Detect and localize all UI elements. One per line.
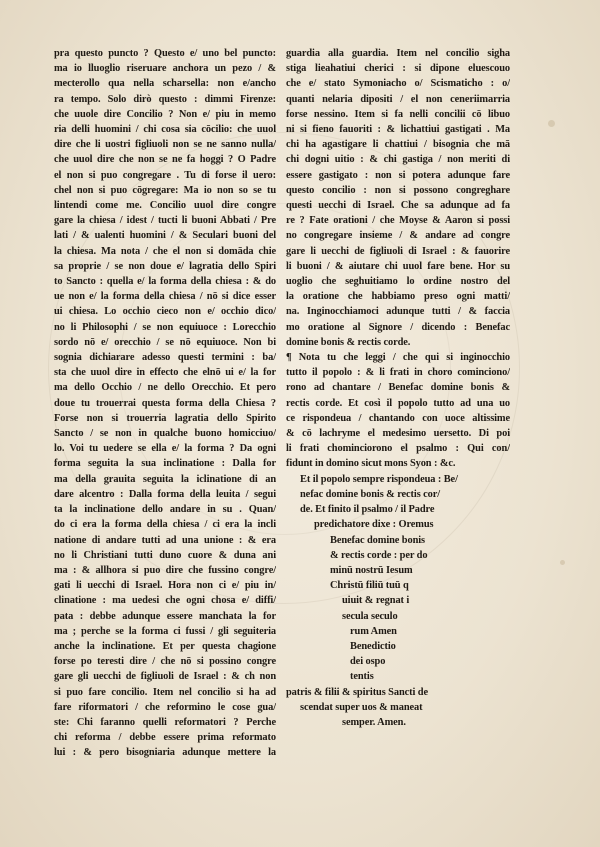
text-line: sta che uuol dire in effecto che elnō ui e/ la for [54, 367, 276, 379]
text-line: sognia dichiarare adesso questi termini : ba/ [54, 352, 276, 364]
text-line: ma dello Occhio / ne dello Orecchio. Et pero [54, 382, 276, 394]
text-line: si puo fare concilio. Item nel concilio si ha ad [54, 686, 276, 698]
text-line: rono ad chantare / Benefac domine bonis & [286, 382, 510, 394]
text-line: che uuol dire che non se ne fa hoggi ? O Padre [54, 154, 276, 166]
sermon-paragraph-guardia [286, 46, 510, 350]
text-line: rum Amen [350, 625, 397, 637]
text-line: ni si fieno fauoriti : & lichattiui gastigati . Ma [286, 124, 510, 136]
text-line: predichatore dixe : Oremus [314, 519, 434, 531]
text-line: quanti nelaria dipositi / el non ceneriimarria [286, 93, 510, 105]
text-line: lo. Voi tu uedere se ella e/ la forma ? Da ogni [54, 443, 276, 455]
left-text-column [54, 46, 276, 761]
text-line: ta la inclinatione dello andare in su . Quan/ [54, 504, 276, 516]
text-line: gati li uecchi di Israel. Hora non ci e/ piu in/ [54, 580, 276, 592]
text-line: ste: Chi faranno quelli reformatori ? Perche [54, 716, 276, 728]
text-line: do ci era la forma della chiesa / ci era la incli [54, 519, 276, 531]
text-line: pata : debbe adunque essere manchata la for [54, 610, 276, 622]
text-line: Benefac domine bonis [330, 534, 425, 546]
text-line: ma io lluoglio riseruare anchora un pezo / & [54, 63, 276, 75]
text-line: gare gli uecchi de figliuoli de Israel : & ch non [54, 671, 276, 683]
text-line: tentis [350, 671, 374, 683]
text-line: doue tu trouerrai questa forma della Chiesa ? [54, 397, 276, 409]
text-line: & rectis corde : per do [330, 549, 428, 561]
text-line: clinatione : ma uedesi che ogni chosa e/ diffi/ [54, 595, 276, 607]
text-line: chi ha agastigare li chattiui / bisognia che mā [286, 139, 510, 151]
text-line: chi dogni uitio : & chi gastiga / non meriti di [286, 154, 510, 166]
text-line: minū nostrū Iesum [330, 564, 413, 576]
text-line: dei ospo [350, 656, 386, 668]
text-line: fidunt in domino sicut mons Syon : &c. [286, 458, 456, 470]
text-line: dire che li uostri figliuoli non se ne sanno nulla/ [54, 139, 276, 151]
text-line: nefac domine bonis & rectis cor/ [300, 488, 441, 500]
text-line: gare li uecchi de figliuoli di Israel : & fauorire [286, 245, 510, 257]
text-line: no congregare insieme / & andare ad congre [286, 230, 510, 242]
text-line: sordo nō e/ orecchio / se nō equiuoce. Non bi [54, 336, 276, 348]
text-line: to Sancto : quella e/ la forma della chiesa : & do [54, 276, 276, 288]
text-line: Sancto / se non in qualche buono homicciuo/ [54, 428, 276, 440]
text-line: ue non e/ la forma della chiesa / nō si dice esser [54, 291, 276, 303]
text-line: na. Inginocchiamoci adunque tutti / & faccia [286, 306, 510, 318]
text-line: Forse non si trouerria lagratia dello Spirito [54, 412, 276, 424]
paper-wormhole [548, 120, 555, 127]
prayer-blessing-block [286, 472, 510, 730]
text-line: mo oratione al Signore / dicendo : Benefac [286, 321, 510, 333]
text-line: sa proprie / se non doue e/ lagratia dello Spiri [54, 260, 276, 272]
text-line: ra tempo. Solo dirò questo : dimmi Firenze: [54, 93, 276, 105]
text-line: mecterollo qua nella scharsella: non e/ancho [54, 78, 276, 90]
text-line: forma seguita la sua inclinatione : Dalla for [54, 458, 276, 470]
text-line: la chiesa. Ma nota / che el non si domāda chie [54, 245, 276, 257]
text-line: no li Philosophi / se non equiuoce : Lorecchio [54, 321, 276, 333]
text-line: li buoni / & aiutare chi uuol fare bene. Hor su [286, 260, 510, 272]
text-line: dare alcentro : Dalla forma della leuita / segui [54, 488, 276, 500]
text-line: el non si puo congregare . Tu di forse il uero: [54, 169, 276, 181]
text-line: che uuole dire Concilio ? Non e/ piu in memo [54, 108, 276, 120]
text-line: ce rispondeua / chantando con uoce altissime [286, 412, 510, 424]
text-line: patris & filii & spiritus Sancti de [286, 686, 428, 698]
text-line: secula seculo [342, 610, 398, 622]
text-line: gare la chiesa / idest / tucti li buoni Abbati / Pre [54, 215, 276, 227]
text-line: & cō lachryme el medesimo uersetto. Di poi [286, 428, 510, 440]
right-text-column [286, 46, 510, 730]
text-line: fare riformatori / che reformino le cose gua/ [54, 701, 276, 713]
text-line: rectis corde. Et così il popolo tutto ad una uo [286, 397, 510, 409]
text-line: lui : & pero bisogniaria adunque mettere la [54, 747, 276, 759]
text-line: scendat super uos & maneat [300, 701, 423, 713]
text-line: li frati chominciorono el psalmo : Qui con/ [286, 443, 510, 455]
text-line: stiga lieahatiui cherici : si dipone eluescouo [286, 63, 510, 75]
text-line: Et il popolo sempre rispondeua : Be/ [300, 473, 458, 485]
text-line: tutto il popolo : & li frati in choro cominciono/ [286, 367, 510, 379]
rubric-paragraph-nota [286, 350, 510, 472]
text-line: forse nessino. Item si fa nelli concilii cō libuo [286, 108, 510, 120]
text-line: guardia alla guardia. Item nel concilio sigha [286, 48, 510, 59]
text-line: ria delli huomini / chi cosa sia cōcilio: che uuol [54, 124, 276, 136]
text-line: ma della grauita seguita la iclinatione di an [54, 473, 276, 485]
text-line: lati / & ualenti huomini / & Seculari buoni del [54, 230, 276, 242]
text-line: pra questo puncto ? Questo e/ uno bel puncto: [54, 48, 276, 59]
text-line: questi uecchi di Israel. Che sa adunque ad fa [286, 200, 510, 212]
text-line: Benedictio [350, 640, 396, 652]
text-line: domine bonis & rectis corde. [286, 336, 411, 348]
text-line: ma : & allhora si puo dire che fussino congre/ [54, 564, 276, 576]
text-line: la oratione che habbiamo preso ogni matti/ [286, 291, 510, 303]
text-line: semper. Amen. [342, 716, 406, 728]
text-line: questo concilio : non si possono congreghare [286, 184, 510, 196]
text-line: lintendi come me. Concilio uuol dire congre [54, 200, 276, 212]
text-line: ui chiesa. Lo occhio cieco non e/ occhio dico/ [54, 306, 276, 318]
paper-wormhole [560, 560, 565, 565]
text-line: uiuit & regnat i [342, 595, 410, 607]
text-line: re ? Fate orationi / che Moyse & Aaron si possi [286, 215, 510, 227]
text-line: chel non si puo cōgregare: Ma io non so se tu [54, 184, 276, 196]
text-line: anche la inclinatione. Et per questa chagione [54, 640, 276, 652]
text-line: natione di andare tutti ad una unione : & era [54, 534, 276, 546]
text-line: de. Et finito il psalmo / il Padre [300, 504, 435, 516]
text-line: chi reforma / debbe essere prima reformato [54, 732, 276, 744]
text-line: che e/ stato Symoniacho o/ Scismaticho : o/ [286, 78, 510, 90]
text-line: forse po teresti dire / che nō si possino congre [54, 656, 276, 668]
text-line: ma ; perche se la forma ci fussi / gli seguiteria [54, 625, 276, 637]
text-line: ¶ Nota tu che leggi / che qui si inginocchio [286, 352, 510, 364]
text-line: uoglio che seghuitiamo lo ordine nostro del [286, 276, 510, 288]
text-line: Christū filiū tuū q [330, 580, 409, 592]
text-line: no li Christiani tutti duno cuore & duna ani [54, 549, 276, 561]
text-line: essere gastigato : non si potera adunque fare [286, 169, 510, 181]
